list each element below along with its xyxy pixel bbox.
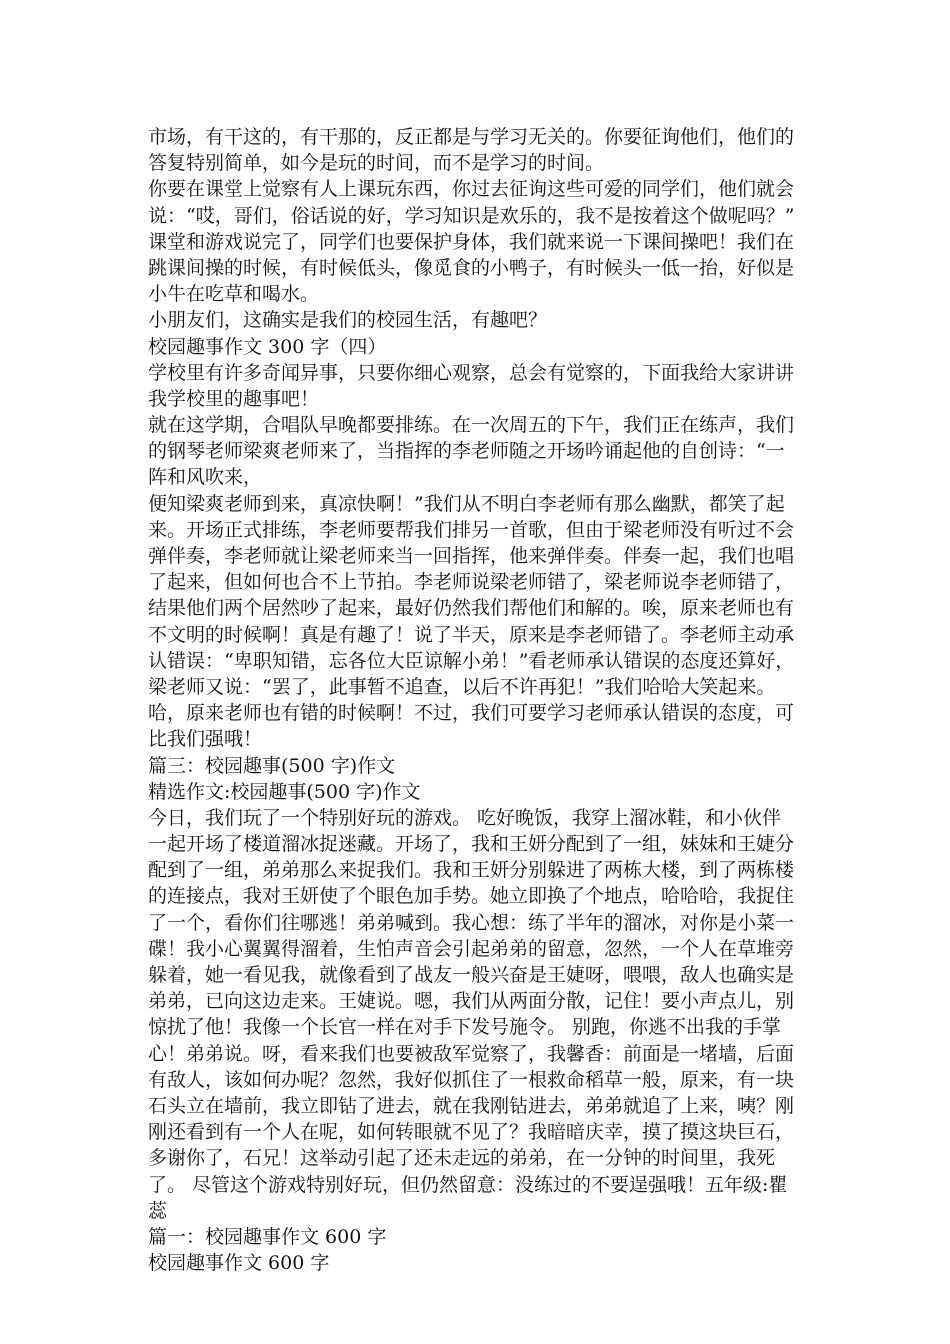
- text-line: 跳课间操的时候，有时候低头，像觅食的小鸭子，有时候头一低一抬，好似是: [148, 256, 795, 279]
- text-line: 了。 尽管这个游戏特别好玩，但仍然留意：没练过的不要逞强哦！五年级:瞿: [148, 1173, 788, 1196]
- text-line: 答复特别简单，如今是玩的时间，而不是学习的时间。: [148, 152, 605, 175]
- text-line: 心！弟弟说。呀，看来我们也要被敌军觉察了，我馨香：前面是一堵墙，后面: [148, 1042, 795, 1065]
- text-line: 碟！我小心翼翼得溜着，生怕声音会引起弟弟的留意，忽然，一个人在草堆旁: [148, 937, 795, 960]
- text-line: 的钢琴老师梁爽老师来了，当指挥的李老师随之开场吟诵起他的自创诗：“一: [148, 440, 785, 463]
- text-line: 梁老师又说：“罢了，此事暂不追查，以后不许再犯！”我们哈哈大笑起来。: [148, 675, 776, 698]
- text-line: 精选作文:校园趣事(500 字)作文: [148, 780, 421, 803]
- text-line: 结果他们两个居然吵了起来，最好仍然我们帮他们和解的。唉，原来老师也有: [148, 597, 795, 620]
- text-line: 比我们强哦！: [148, 728, 263, 751]
- text-line: 就在这学期，合唱队早晚都要排练。在一次周五的下午，我们正在练声，我们: [148, 414, 795, 437]
- text-line: 弟弟，已向这边走来。王婕说。嗯，我们从两面分散，记住！要小声点儿，别: [148, 990, 795, 1013]
- document-body: [148, 124, 803, 1276]
- text-line: 一起开场了楼道溜冰捉迷藏。开场了，我和王妍分配到了一组，妹妹和王婕分: [148, 833, 795, 856]
- text-line: 你要在课堂上觉察有人上课玩东西，你过去征询这些可爱的同学们，他们就会: [148, 178, 795, 201]
- text-line: 小朋友们，这确实是我们的校园生活，有趣吧？: [148, 309, 548, 332]
- text-line: 篇一：校园趣事作文 600 字: [148, 1225, 387, 1248]
- text-line: 多谢你了，石兄！这举动引起了还未走远的弟弟，在一分钟的时间里，我死: [148, 1147, 776, 1170]
- text-line: 阵和风吹来，: [148, 466, 263, 489]
- text-line: 认错误：“卑职知错，忘各位大臣谅解小弟！”看老师承认错误的态度还算好，: [148, 649, 795, 672]
- text-line: 市场，有干这的，有干那的，反正都是与学习无关的。你要征询他们，他们的: [148, 126, 795, 148]
- text-line: 石头立在墙前，我立即钻了进去，就在我刚钻进去，弟弟就追了上来，咦？刚: [148, 1094, 795, 1117]
- text-line: 今日，我们玩了一个特别好玩的游戏。 吃好晚饭，我穿上溜冰鞋，和小伙伴: [148, 806, 782, 829]
- text-line: 篇三：校园趣事(500 字)作文: [148, 754, 396, 777]
- text-line: 刚还看到有一个人在呢，如何转眼就不见了？我暗暗庆幸，摸了摸这块巨石，: [148, 1121, 795, 1144]
- text-line: 有敌人，该如何办呢？忽然，我好似抓住了一根救命稻草一般，原来，有一块: [148, 1068, 795, 1091]
- text-line: 弹伴奏，李老师就让梁老师来当一回指挥，他来弹伴奏。伴奏一起，我们也唱: [148, 545, 795, 567]
- text-line: 惊扰了他！我像一个长官一样在对手下发号施令。 别跑，你逃不出我的手掌: [148, 1016, 782, 1039]
- text-line: 配到了一组，弟弟那么来捉我们。我和王妍分别躲进了两栋大楼，到了两栋楼: [148, 859, 795, 882]
- text-line: 的连接点，我对王妍使了个眼色加手势。她立即换了个地点，哈哈哈，我捉住: [148, 885, 795, 908]
- text-line: 躲着，她一看见我，就像看到了战友一般兴奋是王婕呀，喂喂，敌人也确实是: [148, 964, 795, 986]
- text-line: 学校里有许多奇闻异事，只要你细心观察，总会有觉察的，下面我给大家讲讲: [148, 361, 795, 384]
- text-line: 了起来，但如何也合不上节拍。李老师说梁老师错了，梁老师说李老师错了，: [148, 571, 795, 594]
- text-line: 便知梁爽老师到来，真凉快啊！”我们从不明白李老师有那么幽默，都笑了起: [148, 492, 785, 515]
- text-line: 来。开场正式排练，李老师要帮我们排另一首歌，但由于梁老师没有听过不会: [148, 518, 795, 541]
- text-line: 我学校里的趣事吧！: [148, 387, 320, 410]
- text-line: 不文明的时候啊！真是有趣了！说了半天，原来是李老师错了。李老师主动承: [148, 623, 795, 646]
- text-line: 哈，原来老师也有错的时候啊！不过，我们可要学习老师承认错误的态度，可: [148, 702, 795, 725]
- text-line: 校园趣事作文 600 字: [148, 1252, 330, 1275]
- text-line: 说：“哎，哥们，俗话说的好，学习知识是欢乐的，我不是按着这个做呢吗？”: [148, 204, 795, 227]
- text-line: 了一个，看你们往哪逃！弟弟喊到。我心想：练了半年的溜冰，对你是小菜一: [148, 911, 795, 934]
- text-line: 课堂和游戏说完了，同学们也要保护身体，我们就来说一下课间操吧！我们在: [148, 230, 795, 253]
- text-line: 蕊: [148, 1199, 168, 1222]
- text-line: 校园趣事作文 300 字（四）: [148, 335, 387, 358]
- text-line: 小牛在吃草和喝水。: [148, 283, 320, 306]
